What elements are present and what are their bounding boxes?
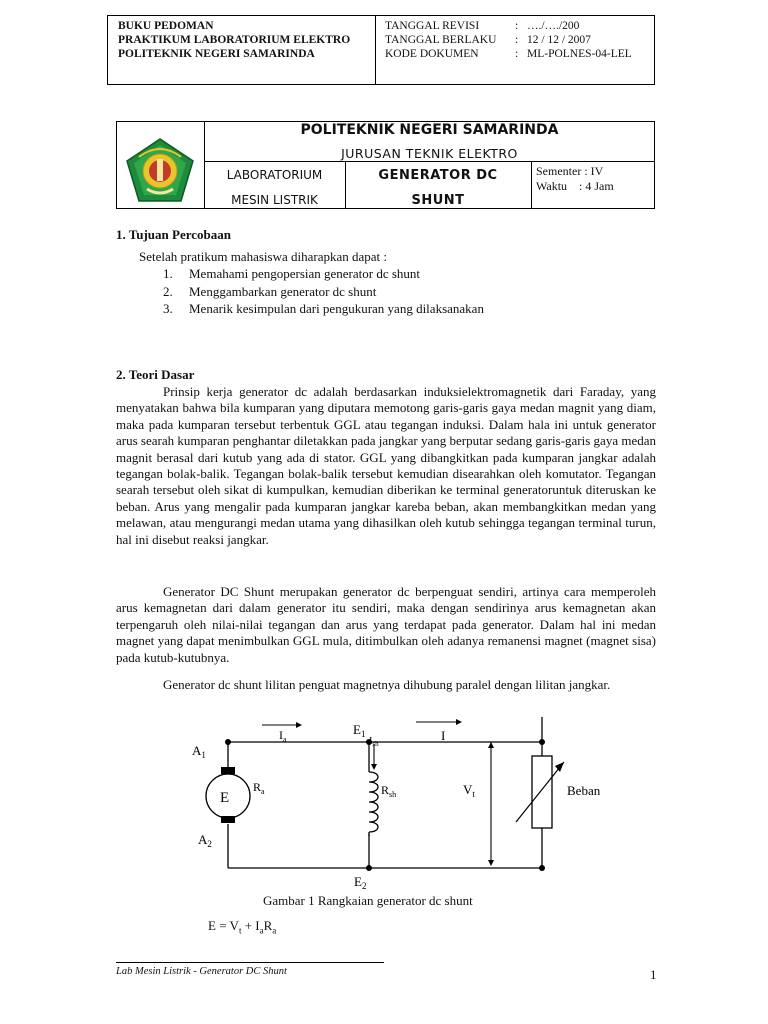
section-intro: Setelah pratikum mahasiswa diharapkan dapat : (139, 249, 388, 264)
header-divider (375, 15, 376, 85)
header-right (385, 19, 632, 61)
header-line: BUKU PEDOMAN (118, 20, 214, 32)
header-row-kode: KODE DOKUMEN : ML-POLNES-04-LEL (385, 48, 632, 60)
label-e: E (220, 790, 230, 806)
header-row-berlaku: TANGGAL BERLAKU : 12 / 12 / 2007 (385, 34, 591, 46)
header-line: PRAKTIKUM LABORATORIUM ELEKTRO (118, 34, 351, 46)
lab-name: LABORATORIUM MESIN LISTRIK (226, 168, 323, 207)
shunt-circuit-diagram (180, 712, 620, 892)
label-beban: Beban (567, 783, 601, 798)
footer-text: Lab Mesin Listrik - Generator DC Shunt (116, 966, 287, 977)
brush (221, 767, 235, 774)
list-item: 3. Menarik kesimpulan dari pengukuran yang dilaksanakan (163, 301, 484, 316)
page-number: 1 (650, 967, 657, 982)
label-rsh: $R_{sh}$ (381, 783, 397, 799)
equation: $E = V_t + I_aR_a$ (208, 918, 277, 936)
label-ia: $I_a$ (279, 728, 287, 744)
label-vt: $V_t$ (463, 782, 475, 799)
load-resistor (532, 756, 552, 828)
list-item: 2. Menggambarkan generator dc shunt (163, 283, 377, 299)
header-left (118, 19, 350, 61)
shunt-field-coil (369, 772, 378, 832)
department-name: JURUSAN TEKNIK ELEKTRO (341, 146, 518, 161)
label-ish: $I_{sh}$ (369, 736, 379, 748)
header-line: POLITEKNIK NEGERI SAMARINDA (118, 48, 315, 60)
node-dot (539, 865, 545, 871)
label-e2: $E_2$ (354, 874, 367, 891)
institution-name: POLITEKNIK NEGERI SAMARINDA (300, 122, 559, 138)
brush (221, 816, 235, 823)
paragraph: Prinsip kerja generator dc adalah berdasarkan induksielektromagnetik dari Faraday, yang menyatakan bahwa bila kumparan yang diputara memotong garis-garis gaya medan magnit yang diam, maka pada kumparan tersebut terbentuk GGL atau tegangan induksi. Dalam hala ini untuk generator arus searah kumparan penghantar diletakkan pada jangkar yang berputar sedang garis-garis gaya medan magnit berasal dari kutub yang ada di stator. GGL yang dibangkitkan pada kumparan jangkar adalah tegangan bolak-balik. Tegangan bolak-balik tersebut kemudian disearahkan oleh komutator. Tegangan searah tersebut oleh sikat di kumpulkan, kemudian diberikan ke terminal generatoruntuk diteruskan ke beban. Arus yang mengalir pada kumparan jangkar kareba beban, akan membangkitkan medan yang melawan, atau mengurangi medan utama yang dihasilkan oleh kutub sehingga tegangan terminal turun, hal ini disebut reaksi jangkar. (116, 384, 656, 547)
node-dot (366, 865, 372, 871)
node-dot (225, 739, 231, 745)
paragraph: Generator dc shunt lilitan penguat magnetnya dihubung paralel dengan lilitan jangkar. (163, 677, 611, 692)
experiment-title: GENERATOR DC SHUNT (378, 168, 498, 208)
semester-info: Sementer : IV Waktu : 4 Jam (536, 164, 614, 193)
list-item: 1. Memahami pengopersian generator dc shunt (163, 266, 421, 281)
polnes-logo (125, 137, 195, 203)
label-a1: $A_1$ (192, 743, 206, 760)
node-dot (539, 739, 545, 745)
figure-caption: Gambar 1 Rangkaian generator dc shunt (263, 893, 473, 908)
paragraph: Generator DC Shunt merupakan generator dc berpenguat sendiri, artinya cara memperoleh arus kemagnetan dari dalam generator itu sendiri, maka dengan sendirinya arus kemagnetan akan terpengaruh oleh nilai-nilai tegangan dan arus yang terdapat pada generator. Dalam hal ini medan magnet yang dapat menimbulkan GGL mula, ditimbulkan oleh adanya remanensi magnet (magnet sisa) pada kutub-kutubnya. (116, 584, 656, 665)
label-i: I (441, 728, 446, 743)
section-heading: 1. Tujuan Percobaan (116, 227, 231, 242)
footer-rule (116, 962, 384, 963)
title-divider (204, 161, 655, 162)
section-heading: 2. Teori Dasar (116, 367, 195, 382)
title-divider (531, 161, 532, 209)
header-row-revisi: TANGGAL REVISI : …./…./200 (385, 20, 580, 32)
label-a2: $A_2$ (198, 832, 212, 849)
label-ra: $R_a$ (253, 780, 265, 796)
objective-list (163, 265, 484, 318)
label-e1: $E_1$ (353, 722, 366, 739)
